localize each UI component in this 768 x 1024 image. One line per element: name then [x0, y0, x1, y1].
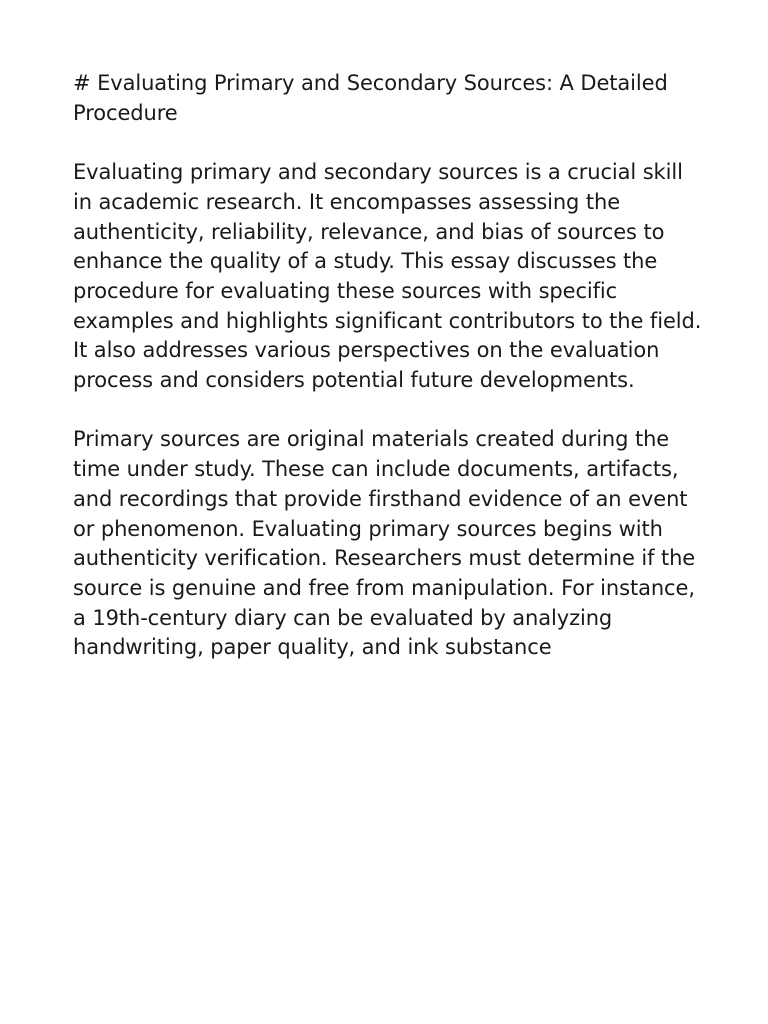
- document-title: # Evaluating Primary and Secondary Sources: A Detailed Procedure: [73, 71, 668, 125]
- paragraph-primary-sources: Primary sources are original materials created during the time under study. These can include documents, artifacts, and recordings that provide firsthand evidence of an event or phenomenon. Evaluating primary sources begins with authenticity verification. Researchers must determine if the source is genuine and free from manipulation. For instance, a 19th-century diary can be evaluated by analyzing handwriting, paper quality, and ink substance: [73, 427, 696, 660]
- paragraph-intro: Evaluating primary and secondary sources is a crucial skill in academic research. It encompasses assessing the authenticity, reliability, relevance, and bias of sources to enhance the quality of a study. This essay discusses the procedure for evaluating these sources with specific examples and highlights significant contributors to the field. It also addresses various perspectives on the evaluation process and considers potential future developments.: [73, 160, 702, 393]
- document-page: [73, 69, 703, 693]
